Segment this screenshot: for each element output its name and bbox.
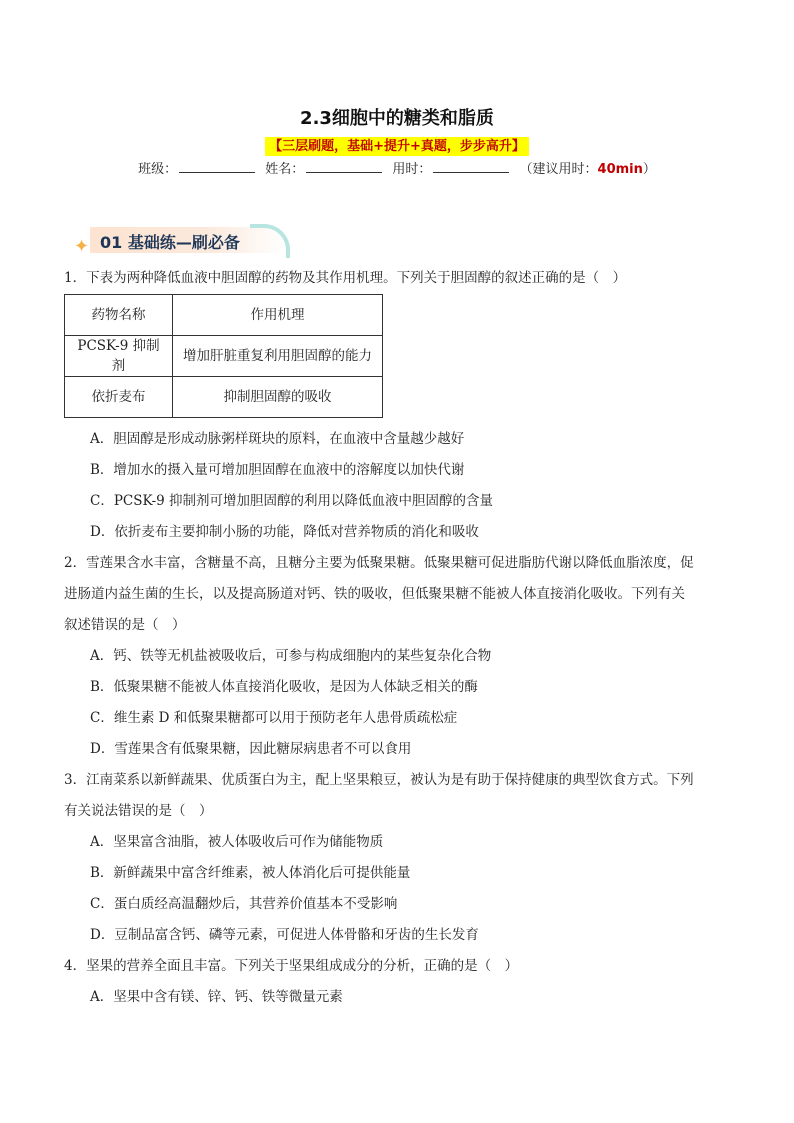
table-header-cell: 药物名称 [65, 295, 173, 336]
q2-stem-line: 进肠道内益生菌的生长，以及提高肠道对钙、铁的吸收，但低聚果糖不能被人体直接消化吸收。下列有关 [64, 586, 685, 602]
drug-table [64, 294, 383, 418]
q3-option-b[interactable]: B．新鲜蔬果中富含纤维素，被人体消化后可提供能量 [90, 865, 411, 881]
q2-option-b[interactable]: B．低聚果糖不能被人体直接消化吸收，是因为人体缺乏相关的酶 [90, 679, 478, 695]
class-blank[interactable] [179, 160, 255, 173]
q3-stem-line: 有关说法错误的是（ ） [64, 803, 213, 819]
questions [64, 268, 736, 1013]
suggest-suffix: ） [642, 162, 656, 177]
q2-stem-line: 叙述错误的是（ ） [64, 617, 186, 633]
section-label: 01 基础练—刷必备 [100, 233, 240, 252]
table-header-row [65, 295, 383, 336]
table-cell: PCSK-9 抑制剂 [65, 336, 173, 377]
q4-stem: 4．坚果的营养全面且丰富。下列关于坚果组成成分的分析，正确的是（ ） [64, 958, 519, 974]
table-row [65, 336, 383, 377]
subtitle: 【三层刷题，基础+提升+真题，步步高升】 [265, 137, 529, 156]
time-label: 用时： [392, 162, 432, 177]
q2-option-a[interactable]: A．钙、铁等无机盐被吸收后，可参与构成细胞内的某些复杂化合物 [90, 648, 492, 664]
info-line [0, 158, 794, 177]
name-blank[interactable] [306, 160, 382, 173]
q2-option-c[interactable]: C．维生素 D 和低聚果糖都可以用于预防老年人患骨质疏松症 [90, 710, 458, 726]
table-cell: 依折麦布 [65, 377, 173, 418]
table-cell: 抑制胆固醇的吸收 [173, 377, 383, 418]
subtitle-wrap [0, 135, 794, 156]
q3-stem-line: 3．江南菜系以新鲜蔬果、优质蛋白为主，配上坚果粮豆，被认为是有助于保持健康的典型饮食方式。下列 [64, 772, 694, 788]
q3-option-d[interactable]: D．豆制品富含钙、磷等元素，可促进人体骨骼和牙齿的生长发育 [90, 927, 479, 943]
q3-option-a[interactable]: A．坚果富含油脂，被人体吸收后可作为储能物质 [90, 834, 384, 850]
q1-stem: 1．下表为两种降低血液中胆固醇的药物及其作用机理。下列关于胆固醇的叙述正确的是（ ） [64, 270, 627, 286]
q1-option-d[interactable]: D．依折麦布主要抑制小肠的功能，降低对营养物质的消化和吸收 [90, 524, 479, 540]
suggest-prefix: （建议用时： [519, 162, 598, 177]
q1-option-c[interactable]: C．PCSK-9 抑制剂可增加胆固醇的利用以降低血液中胆固醇的含量 [90, 493, 494, 509]
class-label: 班级： [138, 162, 178, 177]
page-title: 2.3细胞中的糖类和脂质 [300, 108, 494, 129]
table-row [65, 377, 383, 418]
section-arc [250, 224, 290, 258]
q4-option-a[interactable]: A．坚果中含有镁、锌、钙、铁等微量元素 [90, 989, 343, 1005]
q1-option-b[interactable]: B．增加水的摄入量可增加胆固醇在血液中的溶解度以加快代谢 [90, 462, 465, 478]
time-blank[interactable] [433, 160, 509, 173]
section-header [76, 224, 290, 258]
table-header-cell: 作用机理 [173, 295, 383, 336]
table-cell: 增加肝脏重复利用胆固醇的能力 [173, 336, 383, 377]
q2-stem-line: 2．雪莲果含水丰富，含糖量不高，且糖分主要为低聚果糖。低聚果糖可促进脂肪代谢以降低血脂浓度，促 [64, 555, 694, 571]
q1-option-a[interactable]: A．胆固醇是形成动脉粥样斑块的原料，在血液中含量越少越好 [90, 431, 465, 447]
star-icon: ✦ [74, 236, 90, 257]
suggest-time: 40min [597, 162, 643, 177]
q2-option-d[interactable]: D．雪莲果含有低聚果糖，因此糖尿病患者不可以食用 [90, 741, 412, 757]
q3-option-c[interactable]: C．蛋白质经高温翻炒后，其营养价值基本不受影响 [90, 896, 398, 912]
name-label: 姓名： [265, 162, 305, 177]
